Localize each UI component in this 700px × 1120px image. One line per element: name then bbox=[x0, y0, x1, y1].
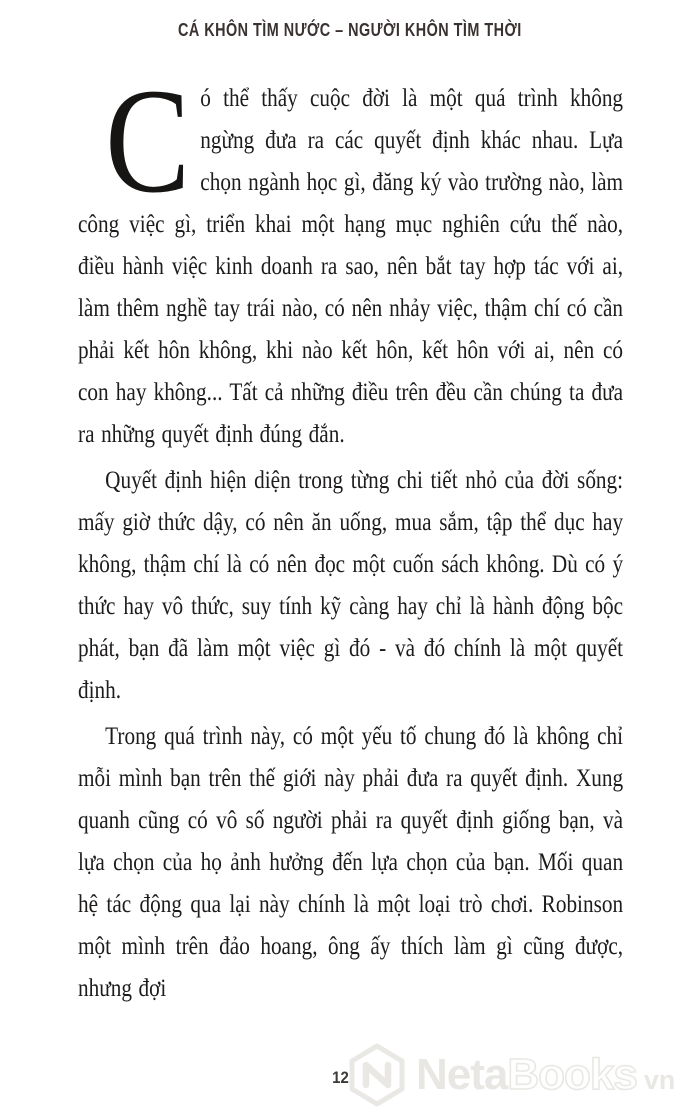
brand-vn: vn bbox=[643, 1064, 676, 1095]
page-number-container bbox=[0, 1068, 680, 1088]
paragraph-3: Trong quá trình này, có một yếu tố chung đó là không chỉ mỗi mình bạn trên thế giới này phải đưa ra quyết định. Xung quanh cũng có vô số người phải ra quyết định giống bạn, và lựa chọn của họ ảnh hưởng đến lựa chọn của bạn. Mối quan hệ tác động qua lại này chính là một loại trò chơi. Robinson một mình trên đảo hoang, ông ấy thích làm gì cũng được, nhưng đợi bbox=[78, 723, 624, 1002]
paragraph-1-text: ó thể thấy cuộc đời là một quá trình không ngừng đưa ra các quyết định khác nhau. Lựa chọn ngành học gì, đăng ký vào trường nào, làm công việc gì, triển khai một hạng mục nghiên cứu thế nào, điều hành việc kinh doanh ra sao, nên bắt tay hợp tác với ai, làm thêm nghề tay trái nào, có nên nhảy việc, thậm chí có cần phải kết hôn không, khi nào kết hôn, kết hôn với ai, nên có con hay không... Tất cả những điều trên đều cần chúng ta đưa ra những quyết định đúng đắn. bbox=[78, 85, 624, 448]
drop-cap: C bbox=[105, 58, 191, 224]
paragraph-2: Quyết định hiện diện trong từng chi tiết nhỏ của đời sống: mấy giờ thức dậy, có nên ăn uống, mua sắm, tập thể dục hay không, thậm chí là có nên đọc một cuốn sách không. Dù có ý thức hay vô thức, suy tính kỹ càng hay chỉ là hành động bộc phát, bạn đã làm một việc gì đó - và đó chính là một quyết định. bbox=[78, 467, 624, 704]
paragraph-1 bbox=[78, 58, 624, 456]
running-header bbox=[0, 20, 700, 41]
brand-books: Books bbox=[507, 1050, 637, 1099]
running-header-title: CÁ KHÔN TÌM NƯỚC – NGƯỜI KHÔN TÌM THỜI bbox=[178, 20, 522, 40]
brand-neta: Neta bbox=[416, 1050, 508, 1099]
page-body bbox=[78, 58, 624, 1014]
page-number: 12 bbox=[331, 1068, 349, 1087]
text-column bbox=[78, 58, 624, 1010]
